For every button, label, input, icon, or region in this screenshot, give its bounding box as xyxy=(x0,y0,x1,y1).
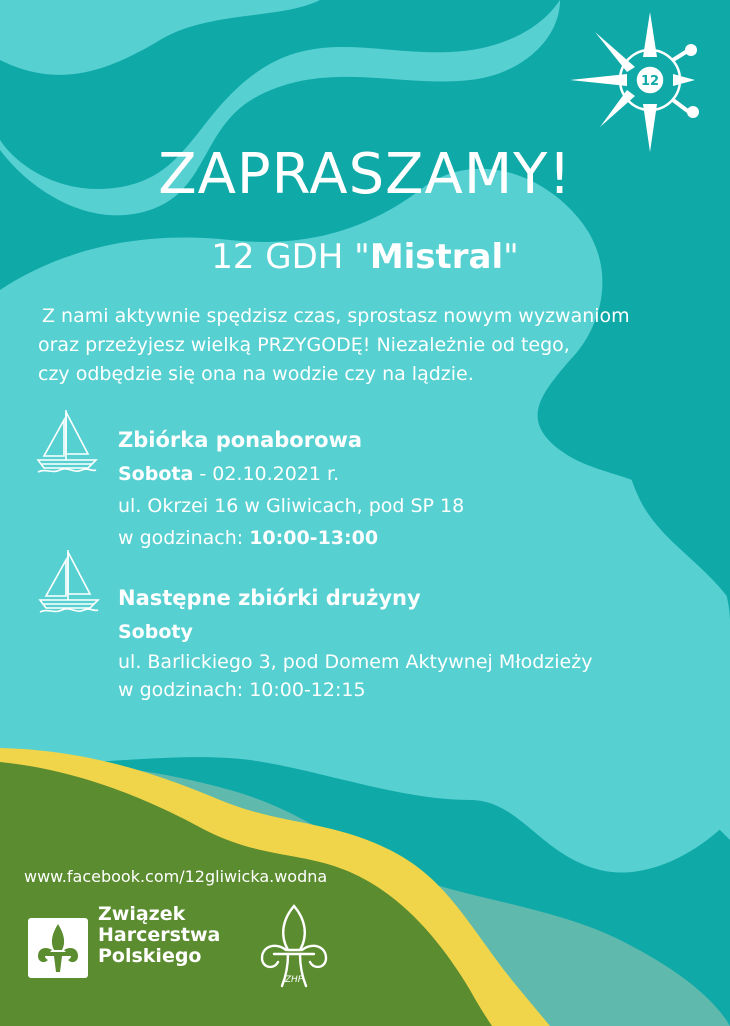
zhp-name-line: Harcerstwa xyxy=(98,924,221,946)
sailboat-icon xyxy=(38,548,100,614)
event-hours xyxy=(118,522,464,554)
event-heading: Zbiórka ponaborowa xyxy=(118,428,363,452)
event-heading: Następne zbiórki drużyny xyxy=(118,586,421,610)
zhp-name xyxy=(98,904,220,967)
team-name-prefix: 12 GDH " xyxy=(211,237,370,277)
event-date-value: - 02.10.2021 r. xyxy=(193,463,340,485)
event-address: ul. Okrzei 16 w Gliwicach, pod SP 18 xyxy=(118,495,465,517)
facebook-link[interactable]: www.facebook.com/12gliwicka.wodna xyxy=(24,867,328,886)
team-name xyxy=(0,233,730,281)
team-name-suffix: " xyxy=(503,237,519,277)
zhp-logo xyxy=(26,904,246,984)
zhp-name-line: Związek xyxy=(98,903,186,925)
event-hours-label: w godzinach: xyxy=(118,527,250,549)
page-title: ZAPRASZAMY! xyxy=(158,142,572,207)
event-address: ul. Barlickiego 3, pod Domem Aktywnej Młodzieży xyxy=(118,651,593,673)
event-regular xyxy=(118,584,592,704)
zhp-lily-square-icon xyxy=(26,916,90,980)
zhp-lily-icon xyxy=(258,902,330,994)
event-ponaborowa xyxy=(118,426,464,554)
zhp-name-line: Polskiego xyxy=(98,945,202,967)
team-name-mistral: Mistral xyxy=(369,237,504,277)
event-day: Soboty xyxy=(118,621,193,643)
intro-line: oraz przeżyjesz wielką PRZYGODĘ! Niezależnie od tego, xyxy=(38,334,570,356)
compass-logo xyxy=(565,12,705,152)
event-hours-value: 10:00-13:00 xyxy=(249,527,379,549)
compass-badge-number: 12 xyxy=(640,74,660,89)
zhp-mark: ZHP xyxy=(284,975,304,985)
intro-line: Z nami aktywnie spędzisz czas, sprostasz nowym wyzwaniom xyxy=(42,305,630,327)
sailboat-icon xyxy=(36,408,98,474)
event-hours: w godzinach: 10:00-12:15 xyxy=(118,679,366,701)
event-date xyxy=(118,458,464,490)
intro-line: czy odbędzie się ona na wodzie czy na lądzie. xyxy=(38,363,474,385)
event-day: Sobota xyxy=(118,463,194,485)
intro-text xyxy=(38,302,708,389)
